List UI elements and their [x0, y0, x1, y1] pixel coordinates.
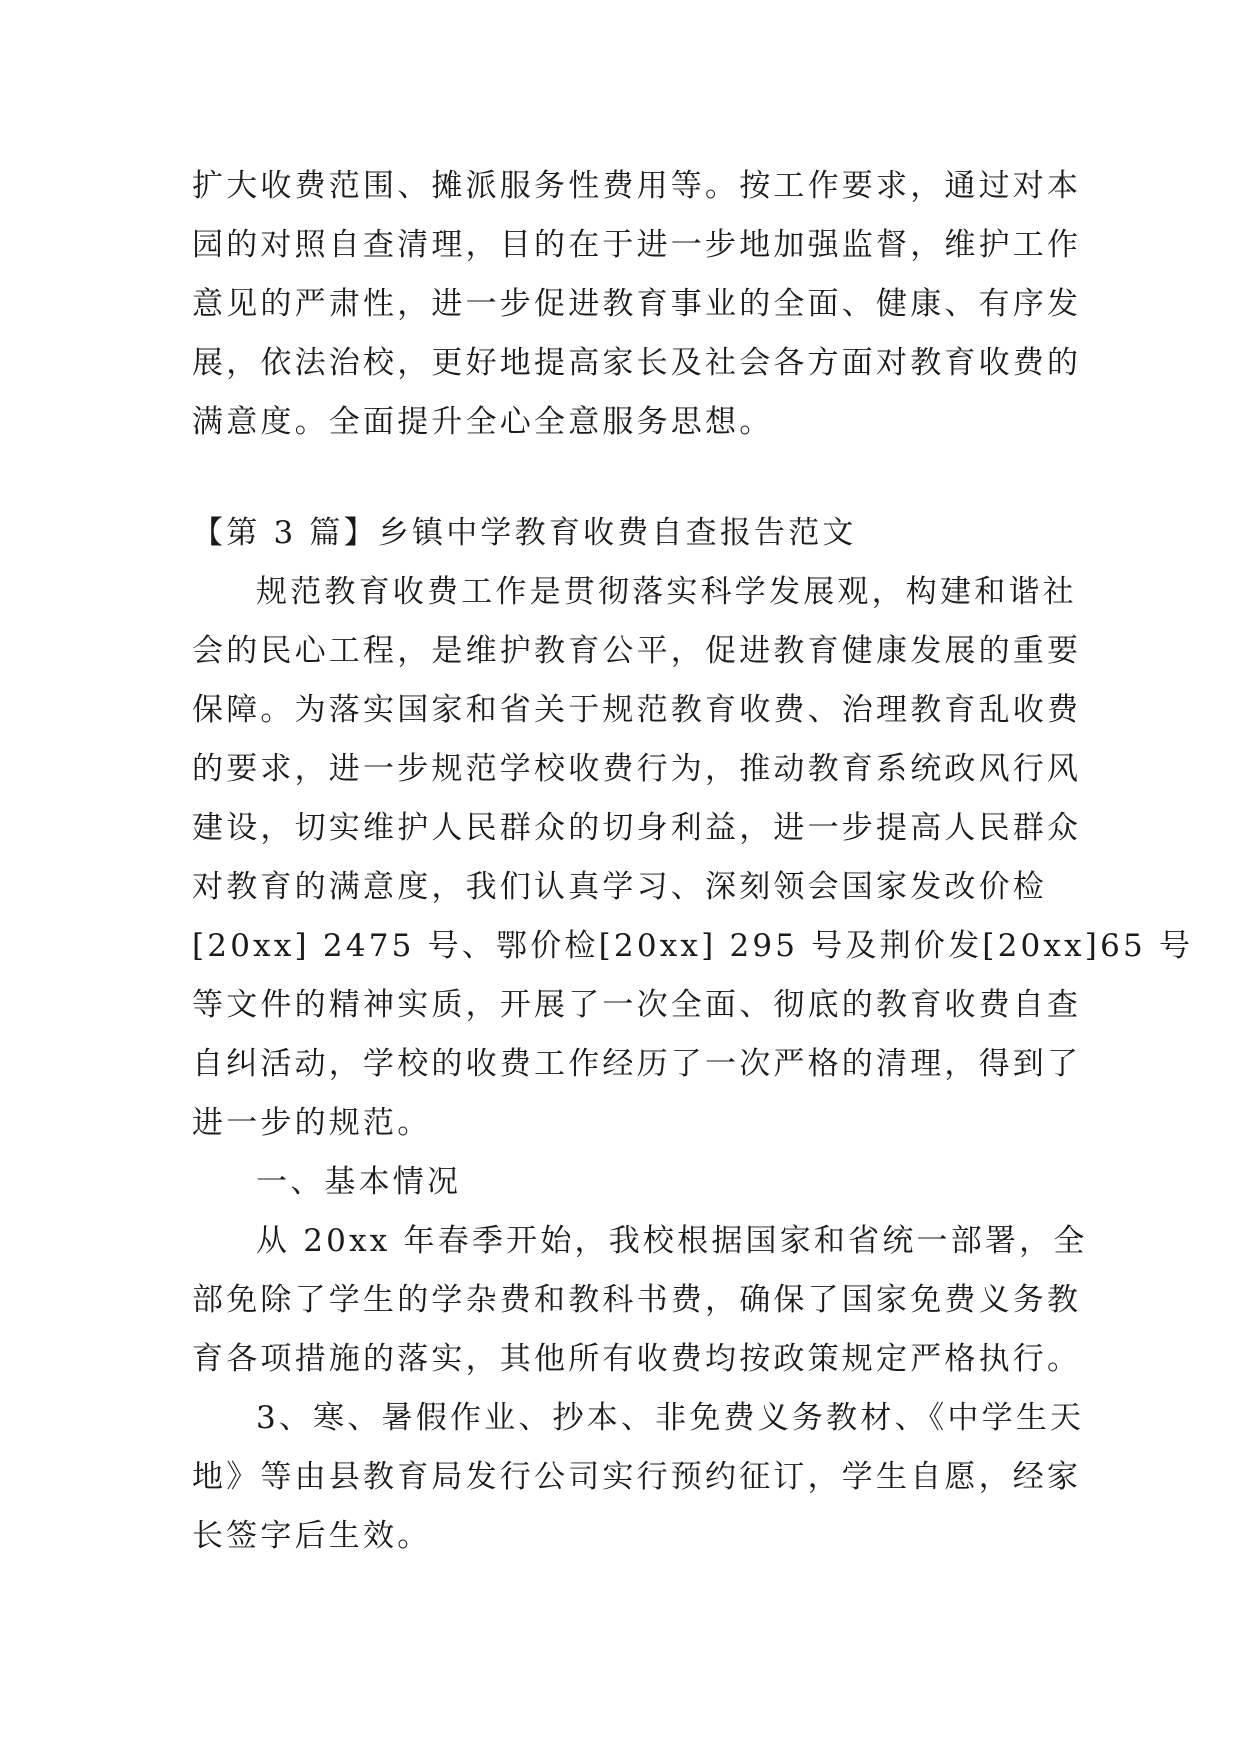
text-line: 园的对照自查清理，目的在于进一步地加强监督，维护工作 — [192, 227, 1082, 263]
text-line: 进一步的规范。 — [192, 1105, 432, 1141]
text-line: 会的民心工程，是维护教育公平，促进教育健康发展的重要 — [192, 633, 1082, 669]
text-line: 地》等由县教育局发行公司实行预约征订，学生自愿，经家 — [192, 1459, 1082, 1495]
text-line: 长签字后生效。 — [192, 1518, 432, 1554]
intro-paragraph — [192, 157, 1082, 452]
text-line: 自纠活动，学校的收费工作经历了一次严格的清理，得到了 — [192, 1046, 1082, 1082]
subheading-basic-situation: 一、基本情况 — [256, 1164, 462, 1200]
text-line: 展，依法治校，更好地提高家长及社会各方面对教育收费的 — [192, 345, 1082, 381]
text-line: 扩大收费范围、摊派服务性费用等。按工作要求，通过对本 — [192, 168, 1082, 204]
text-line: 意见的严肃性，进一步促进教育事业的全面、健康、有序发 — [192, 286, 1082, 322]
text-line: 育各项措施的落实，其他所有收费均按政策规定严格执行。 — [192, 1341, 1082, 1377]
text-line: 满意度。全面提升全心全意服务思想。 — [192, 404, 774, 440]
section-heading-block — [192, 504, 1052, 563]
text-line: 保障。为落实国家和省关于规范教育收费、治理教育乱收费 — [192, 692, 1082, 728]
paragraph-first-line: 3、寒、暑假作业、抄本、非免费义务教材、《中学生天 — [256, 1400, 1085, 1436]
text-line: 等文件的精神实质，开展了一次全面、彻底的教育收费自查 — [192, 987, 1082, 1023]
text-line: 对教育的满意度，我们认真学习、深刻领会国家发改价检 — [192, 869, 1047, 905]
section-title: 【第 3 篇】乡镇中学教育收费自查报告范文 — [192, 515, 857, 551]
paragraph-first-line: 从 20xx 年春季开始，我校根据国家和省统一部署，全 — [256, 1223, 1088, 1259]
text-line: 部免除了学生的学杂费和教科书费，确保了国家免费义务教 — [192, 1282, 1082, 1318]
text-line: 建设，切实维护人民群众的切身利益，进一步提高人民群众 — [192, 810, 1082, 846]
text-line: 的要求，进一步规范学校收费行为，推动教育系统政风行风 — [192, 751, 1082, 787]
text-line: [20xx] 2475 号、鄂价检[20xx] 295 号及荆价发[20xx]65 号 — [192, 928, 1194, 964]
paragraph-first-line: 规范教育收费工作是贯彻落实科学发展观，构建和谐社 — [256, 574, 1077, 610]
section-body — [192, 563, 1194, 1566]
